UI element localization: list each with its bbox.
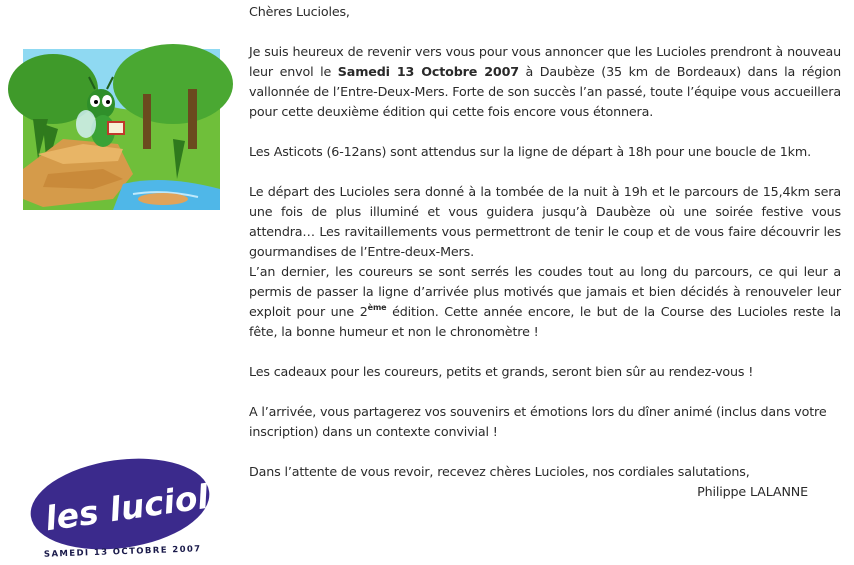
les-lucioles-logo — [24, 458, 253, 561]
illustration-art — [23, 49, 220, 210]
logo-brand-text: les lucioles — [42, 470, 253, 539]
paragraph-gifts: Les cadeaux pour les coureurs, petits et grands, seront bien sûr au rendez-vous ! — [249, 364, 754, 379]
signature: Philippe LALANNE — [697, 484, 808, 499]
paragraph-race-start: Le départ des Lucioles sera donné à la tombée de la nuit à 19h et le parcours de 15,4km sera une fois de plus illuminé et vous guidera jusqu’à Daubèze où une soirée festive vous attendra… Les ravitaillements vous permettront de tenir le coup et de vous faire découvrir les gourmandises de l’Entre-deux-Mers. — [249, 184, 841, 259]
firefly-reading-illustration — [23, 49, 220, 210]
letter-body — [249, 0, 841, 502]
letter-salutation: Chères Lucioles, — [249, 4, 350, 19]
paragraph-last-year — [249, 262, 841, 342]
last-year-text-start: L’an dernier, les coureurs se sont serrés les coudes tout au long du parcours, ce qui leur a permis de passer la ligne d’arrivée plus motivés que jamais et bien décidés à renouveler leur exploit pour une 2 — [249, 264, 841, 319]
announcement-text-end: à Daubèze (35 km de Bordeaux) dans la région vallonnée de l’Entre-Deux-Mers. Forte de son succès l’an passé, toute l’équipe vous accueillera pour cette deuxième édition qui cette fois encore vous étonnera. — [249, 64, 842, 119]
announcement-text-start: Je suis heureux de revenir vers vous pour vous annoncer que les Lucioles prendront à nouveau leur envol le — [249, 44, 841, 79]
edition-superscript: ème — [367, 303, 387, 312]
event-date: Samedi 13 Octobre 2007 — [337, 64, 519, 79]
paragraph-dinner: A l’arrivée, vous partagerez vos souvenirs et émotions lors du dîner animé (inclus dans votre inscription) dans un contexte convivial ! — [249, 404, 827, 439]
last-year-text-end: édition. Cette année encore, le but de la Course des Lucioles reste la fête, la bonne humeur et non le chronomètre ! — [249, 304, 841, 339]
paragraph-closing: Dans l’attente de vous revoir, recevez chères Lucioles, nos cordiales salutations, — [249, 464, 750, 479]
paragraph-announcement — [249, 42, 841, 122]
logo-tagline-text: SAMEDI 13 OCTOBRE 2007 — [43, 544, 202, 560]
paragraph-asticots: Les Asticots (6-12ans) sont attendus sur la ligne de départ à 18h pour une boucle de 1km. — [249, 144, 811, 159]
logo-mark — [24, 458, 253, 561]
